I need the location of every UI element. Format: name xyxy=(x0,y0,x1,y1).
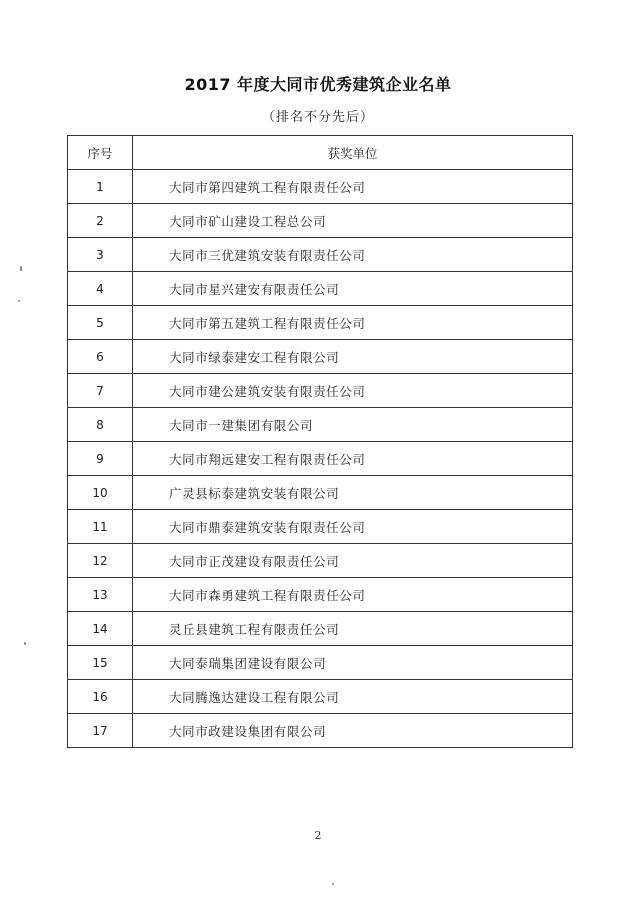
row-index: 8 xyxy=(68,408,133,442)
table-row xyxy=(68,170,573,204)
row-index: 2 xyxy=(68,204,133,238)
row-unit: 灵丘县建筑工程有限责任公司 xyxy=(133,612,573,646)
document-subtitle: （排名不分先后） xyxy=(261,110,374,125)
header-index: 序号 xyxy=(68,136,133,170)
row-unit: 大同市第五建筑工程有限责任公司 xyxy=(133,306,573,340)
row-unit: 大同市建公建筑安装有限责任公司 xyxy=(133,374,573,408)
row-index: 7 xyxy=(68,374,133,408)
scan-speck xyxy=(18,300,20,302)
document-title: 2017 年度大同市优秀建筑企业名单 xyxy=(184,75,452,94)
row-index: 10 xyxy=(68,476,133,510)
row-index: 4 xyxy=(68,272,133,306)
row-index: 14 xyxy=(68,612,133,646)
table-row xyxy=(68,578,573,612)
table-row xyxy=(68,714,573,748)
row-unit: 大同泰瑞集团建设有限公司 xyxy=(133,646,573,680)
row-index: 16 xyxy=(68,680,133,714)
row-index: 15 xyxy=(68,646,133,680)
table-row xyxy=(68,544,573,578)
row-unit: 广灵县标泰建筑安装有限公司 xyxy=(133,476,573,510)
row-unit: 大同市第四建筑工程有限责任公司 xyxy=(133,170,573,204)
table-row xyxy=(68,476,573,510)
table-row xyxy=(68,442,573,476)
row-unit: 大同市森勇建筑工程有限责任公司 xyxy=(133,578,573,612)
table-row xyxy=(68,646,573,680)
award-table xyxy=(67,135,573,748)
table-row xyxy=(68,612,573,646)
scan-speck xyxy=(24,642,26,645)
table-header-row xyxy=(68,136,573,170)
row-unit: 大同市翔远建安工程有限责任公司 xyxy=(133,442,573,476)
scan-speck xyxy=(20,266,22,271)
row-index: 13 xyxy=(68,578,133,612)
row-unit: 大同市政建设集团有限公司 xyxy=(133,714,573,748)
page-number: 2 xyxy=(314,829,322,842)
row-index: 5 xyxy=(68,306,133,340)
header-unit: 获奖单位 xyxy=(133,136,573,170)
table-row xyxy=(68,204,573,238)
scan-speck xyxy=(332,883,334,885)
row-unit: 大同市绿泰建安工程有限公司 xyxy=(133,340,573,374)
row-index: 17 xyxy=(68,714,133,748)
table-row xyxy=(68,238,573,272)
row-index: 9 xyxy=(68,442,133,476)
row-unit: 大同腾逸达建设工程有限公司 xyxy=(133,680,573,714)
table-row xyxy=(68,272,573,306)
row-index: 3 xyxy=(68,238,133,272)
row-unit: 大同市矿山建设工程总公司 xyxy=(133,204,573,238)
table-row xyxy=(68,510,573,544)
table-row xyxy=(68,306,573,340)
row-index: 1 xyxy=(68,170,133,204)
row-unit: 大同市一建集团有限公司 xyxy=(133,408,573,442)
table-row xyxy=(68,408,573,442)
table-row xyxy=(68,340,573,374)
row-index: 12 xyxy=(68,544,133,578)
table-row xyxy=(68,680,573,714)
row-unit: 大同市正茂建设有限责任公司 xyxy=(133,544,573,578)
row-index: 11 xyxy=(68,510,133,544)
row-unit: 大同市三优建筑安装有限责任公司 xyxy=(133,238,573,272)
row-unit: 大同市鼎泰建筑安装有限责任公司 xyxy=(133,510,573,544)
row-index: 6 xyxy=(68,340,133,374)
row-unit: 大同市星兴建安有限责任公司 xyxy=(133,272,573,306)
table-row xyxy=(68,374,573,408)
